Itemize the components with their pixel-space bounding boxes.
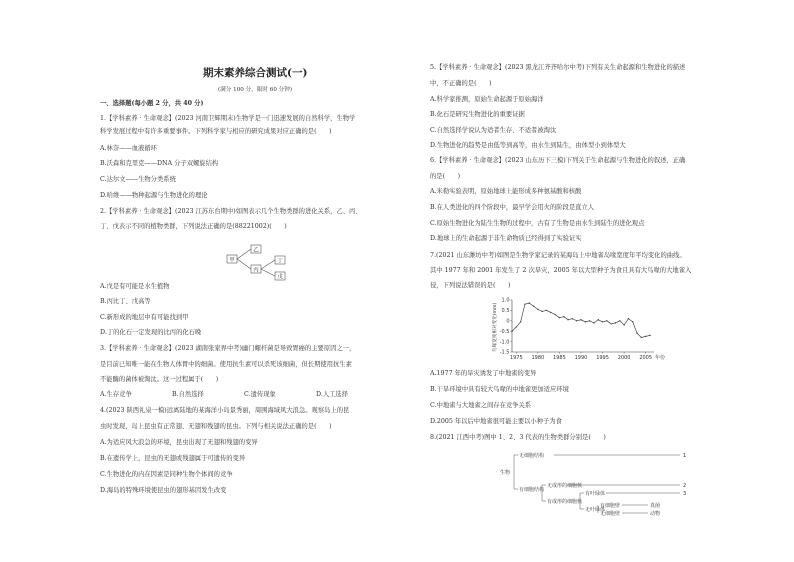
y-axis-label: 鸟喙宽度相对变化(mm) <box>493 302 498 352</box>
data-point <box>529 302 530 303</box>
q2-option-c[interactable]: C.新形成的地层中有可能找到甲 <box>100 314 189 321</box>
q3-option-a[interactable]: A.生存竞争 <box>100 391 132 398</box>
y-tick-label: -0.5 <box>499 328 510 335</box>
data-point <box>567 319 568 320</box>
data-point <box>636 333 637 334</box>
q3-stem-line2: 是目前已知唯一能在生物人体胃中的细菌。使用抗生素可以杀死该细菌，但长期使用抗生素 <box>100 361 352 368</box>
data-point <box>589 320 590 321</box>
q2-evolution-diagram <box>225 242 295 282</box>
q5-option-d[interactable]: D.生物进化的趋势是由低等到高等，由水生到陆生，由体型小到体型大 <box>430 142 626 149</box>
data-point <box>516 326 517 327</box>
data-point <box>580 319 581 320</box>
no-cell-wall: 无细胞壁 <box>600 511 621 517</box>
data-point <box>641 337 642 338</box>
q3-stem-line1: 3.【学科素养 · 生命观念】(2023 湖南张家界中考)幽门螺杆菌是导致胃癌的主要原因之一， <box>100 345 356 352</box>
data-point <box>576 320 577 321</box>
q7-option-c[interactable]: C.中地雀与大地雀之间存在竞争关系 <box>430 402 532 409</box>
q7-stem-line1: 7.(2021 山东潍坊中考)如图是生物学家记录的某海岛上中地雀岛喙宽度年平均变化的曲线。 <box>430 252 686 259</box>
q4-option-b[interactable]: B.在遗传学上，昆虫的无翅或残翅属于可遗传的变异 <box>100 455 246 462</box>
x-tick-label: 1990 <box>574 355 588 361</box>
data-point <box>511 331 512 332</box>
q6-option-a[interactable]: A.米勒实验表明，原始地球上能形成多种氨基酸和核酸 <box>430 188 582 195</box>
node-yi-label: 乙 <box>253 247 259 254</box>
data-point <box>649 335 650 336</box>
no-cell-structure: 无细胞结构 <box>519 453 545 459</box>
data-point <box>546 310 547 311</box>
node-wu-label: 戊 <box>277 274 283 281</box>
q1-stem-line1: 1.【学科素养 · 生命观念】(2023 河南卫辉期末)生物学是一门迅速发展的自然科学，生物学 <box>100 115 356 122</box>
q6-stem-line1: 6.【学科素养 · 生命观念】(2023 山东历下三模)下列关于生命起源与生物进化的叙述，正确 <box>430 157 686 164</box>
q1-option-c[interactable]: C.达尔文——生物分类系统 <box>100 176 176 183</box>
q4-stem-line1: 4.(2023 陕西礼泉一模)远离陆地的某海洋小岛景秀丽，周围海域风大浪急。观察岛上的昆 <box>100 407 350 414</box>
data-point <box>533 306 534 307</box>
x-tick-label: 1985 <box>553 355 566 361</box>
has-chloroplast: 有叶绿体 <box>585 491 606 497</box>
data-point <box>610 323 611 324</box>
node-jia-label: 甲 <box>229 257 235 264</box>
node-bing-label: 丙 <box>253 267 259 274</box>
q1-option-b[interactable]: B.沃森和克里克——DNA 分子双螺旋结构 <box>100 160 219 167</box>
q6-option-b[interactable]: B.在人类进化的四个阶段中，最早学会用火的阶段是直立人 <box>430 204 595 211</box>
y-tick-label: 0 <box>506 318 510 325</box>
q4-stem-line2: 虫时发现，岛上昆虫有正常翅、无翅和残翅的昆虫。下列与相关说法正确的是( ) <box>100 423 332 430</box>
beak-width-line-chart <box>488 294 668 364</box>
number-3: 3 <box>683 491 687 497</box>
data-point <box>585 321 586 322</box>
q6-option-c[interactable]: C.原始生物进化为陆生生物的过程中，古有了生物是由水生到陆生的进化观点 <box>430 220 645 227</box>
x-tick-label: 2000 <box>617 355 631 361</box>
has-nucleus: 有成形的细胞核 <box>547 499 583 505</box>
q7-option-b[interactable]: B.干旱环境中具有较大鸟喙的中地雀更加适应环境 <box>430 386 569 393</box>
data-point <box>606 320 607 321</box>
q5-stem-line2: 中，不正确的是( ) <box>430 80 492 87</box>
y-tick-label: -1.5 <box>499 349 510 356</box>
q4-option-d[interactable]: D.海岛的特殊环境使昆虫的翅形基因发生改变 <box>100 487 227 494</box>
data-point <box>572 318 573 319</box>
q2-stem-line1: 2.【学科素养 · 生命观念】(2023 江苏东台期中)如图表示几个生物类群的进化关系，乙、丙、 <box>100 208 362 215</box>
x-tick-label: 1995 <box>596 355 609 361</box>
data-point <box>559 317 560 318</box>
q3-option-d[interactable]: D.人工选择 <box>316 391 349 398</box>
q7-option-d[interactable]: D.2005 年以后中地雀很可能主要以小种子为食 <box>430 418 562 425</box>
has-cell-structure: 有细胞结构 <box>519 487 545 493</box>
animal-label: 动物 <box>650 511 661 517</box>
data-point <box>632 321 633 322</box>
x-tick-label: 2005 <box>639 355 653 361</box>
data-point <box>554 314 555 315</box>
q7-stem-line2: 其中 1977 年和 2001 年发生了 2 次旱灾，2005 年以大型种子为食且具有大鸟喙的大地雀入 <box>430 267 692 274</box>
data-point <box>537 309 538 310</box>
q7-stem-line3: 侵，下列说法错误的是( ) <box>430 282 511 289</box>
q7-option-a[interactable]: A.1977 年的旱灾诱发了中地雀的变异 <box>430 370 537 377</box>
x-axis-label: 年份 <box>655 355 666 361</box>
q3-option-c[interactable]: C.遗传现象 <box>244 391 276 398</box>
q1-option-d[interactable]: D.哈维——物种起源与生物进化的理论 <box>100 192 208 199</box>
y-tick-label: 0.5 <box>501 308 510 315</box>
q3-stem-line3: 不能酶的菌体被淘汰。这一过程属于( ) <box>100 376 219 383</box>
data-point <box>645 336 646 337</box>
q3-option-b[interactable]: B.自然选择 <box>172 391 204 398</box>
no-nucleus: 无成形的细胞核 <box>547 483 583 489</box>
q5-option-a[interactable]: A.科学家推测，原始生命起源于原始海洋 <box>430 96 544 103</box>
node-ding-label: 丁 <box>277 258 283 265</box>
has-cell-wall: 有细胞壁 <box>600 503 621 509</box>
x-tick-label: 1975 <box>509 355 523 361</box>
data-point <box>550 312 551 313</box>
q5-stem-line1: 5.【学科素养 · 生命观念】(2023 黑龙江齐齐哈尔中考)下列有关生命起源和生物进化的描述 <box>430 64 686 71</box>
fungi-label: 真菌 <box>650 503 661 509</box>
number-2: 2 <box>683 483 687 489</box>
q4-option-c[interactable]: C.生物进化的内在因素是同种生物个体间的竞争 <box>100 471 233 478</box>
no-chloroplast: 无叶绿体 <box>585 507 606 513</box>
y-tick-label: -1.0 <box>499 339 510 346</box>
root-label: 生物 <box>500 470 511 476</box>
x-tick-label: 1980 <box>531 355 545 361</box>
q8-stem: 8.(2021 江西中考)图中 1、2、3 代表的生物类群分别是( ) <box>430 434 606 441</box>
q2-option-b[interactable]: B.丙比丁、戊高等 <box>100 298 151 305</box>
data-point <box>598 319 599 320</box>
data-point <box>524 303 525 304</box>
data-point <box>602 321 603 322</box>
data-point <box>615 322 616 323</box>
page-title: 期末素养综合测试(一) <box>203 67 308 79</box>
data-point <box>541 311 542 312</box>
q1-stem-line2: 科学发展过程中有许多重要事件。下列科学家与相应的研究成果对应正确的是( ) <box>100 128 332 135</box>
q5-option-c[interactable]: C.自然选择学说认为适者生存、不适者被淘汰 <box>430 127 557 134</box>
data-point <box>563 316 564 317</box>
q2-option-a[interactable]: A.戊是有可能是水生植物 <box>100 283 170 290</box>
y-tick-label: 1.0 <box>501 297 510 304</box>
q6-stem-line2: 的是( ) <box>430 173 461 180</box>
data-point <box>520 321 521 322</box>
number-1: 1 <box>683 453 687 459</box>
data-point <box>628 318 629 319</box>
section-heading: 一、选择题(每小题 2 分，共 40 分) <box>100 100 204 107</box>
data-point <box>619 320 620 321</box>
q6-option-d[interactable]: D.地球上的生命起源于非生命物质已经得到了实验证实 <box>430 235 582 242</box>
q1-option-a[interactable]: A.林奈——血液循环 <box>100 145 157 152</box>
q8-classification-diagram <box>498 447 693 517</box>
q5-option-b[interactable]: B.化石是研究生物进化的重要证据 <box>430 111 525 118</box>
data-point <box>623 324 624 325</box>
data-point <box>593 322 594 323</box>
q4-option-a[interactable]: A.为适应风大浪急的环境，昆虫出现了无翅和残翅的变异 <box>100 439 258 446</box>
q2-stem-line2: 丁、戊表示不同的植物类群，下列说法正确的是(88221002)( ) <box>100 223 287 230</box>
q2-option-d[interactable]: D.丁的化石一定发现的比丙的化石晚 <box>100 329 202 336</box>
score-info: (满分 100 分，限时 60 分钟) <box>218 87 293 93</box>
